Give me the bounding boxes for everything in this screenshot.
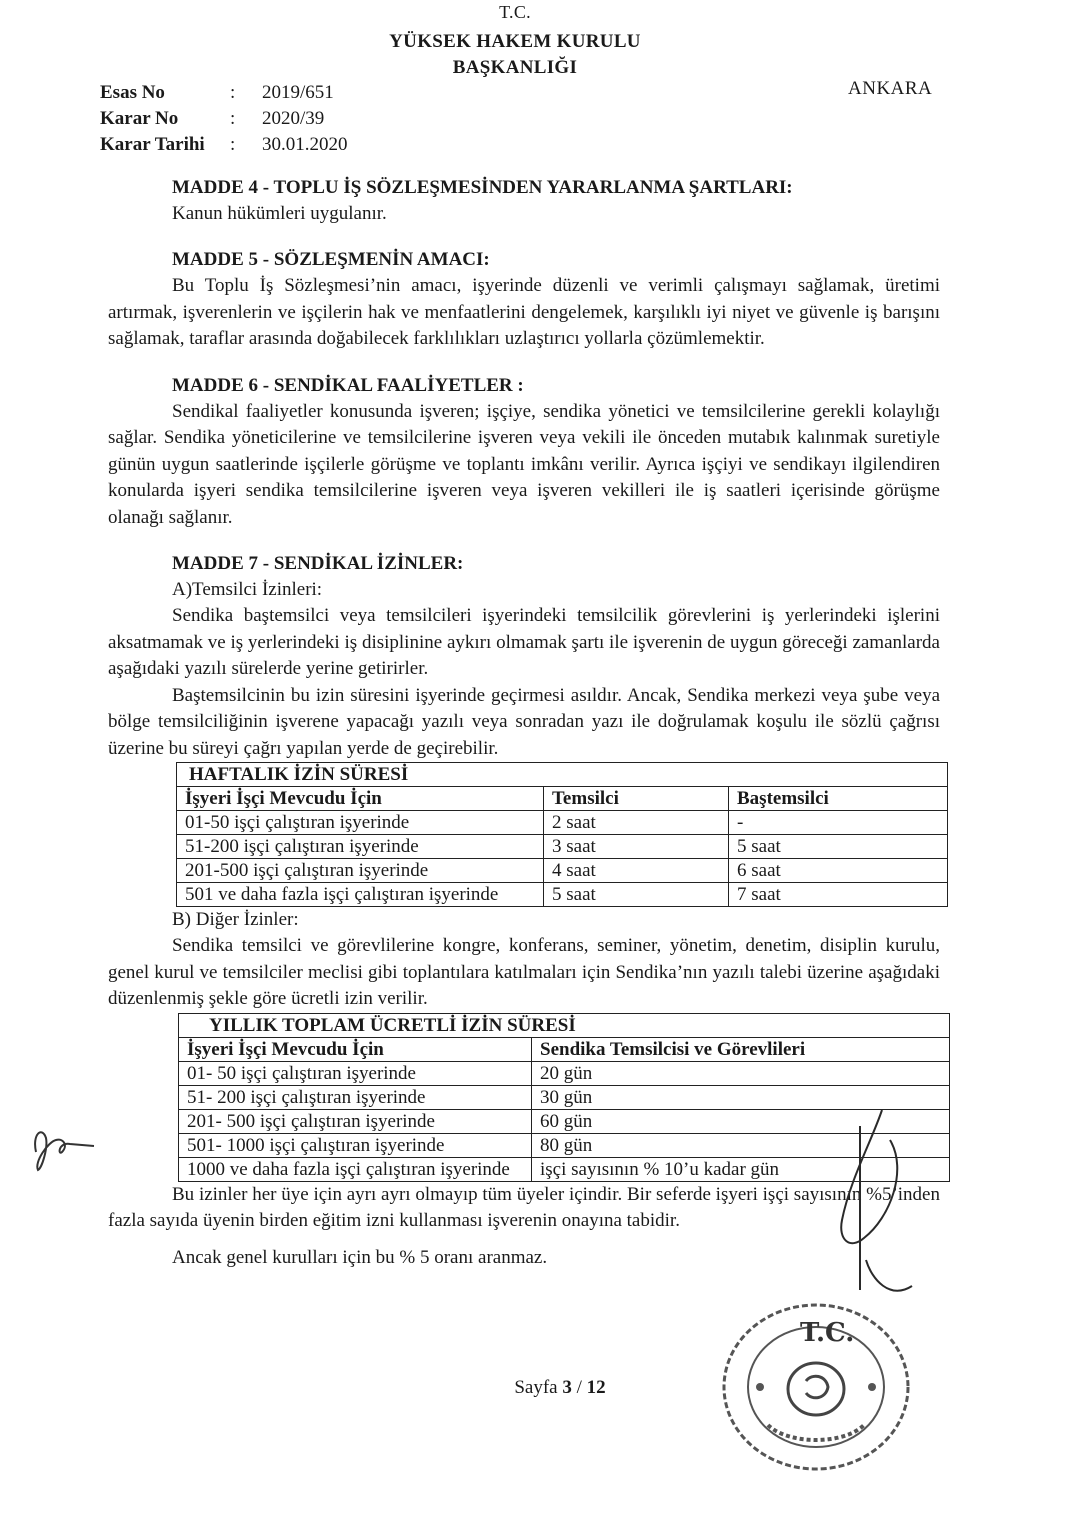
signature-stroke [820, 1100, 930, 1310]
table-cell: 60 gün [532, 1109, 950, 1133]
madde7-heading: MADDE 7 - SENDİKAL İZİNLER: [172, 553, 464, 574]
madde7-para2: Baştemsilcinin bu izin süresini işyerinde geçirmesi asıldır. Ancak, Sendika merkezi veya şube veya bölge temsilciliğinin işverene yapacağı yazılı veya sonradan yazı ile doğrulamak koşulu ile sözlü çağrısı üzerine bu süreyi çağrı yapılan yerde de geçirebilir. [108, 684, 940, 759]
table-cell: 01- 50 işçi çalıştıran işyerinde [179, 1061, 532, 1085]
table-cell: 30 gün [532, 1085, 950, 1109]
official-seal [708, 1295, 918, 1485]
seal-text: T.C. [800, 1318, 855, 1348]
table-cell: 201-500 işçi çalıştıran işyerinde [177, 859, 544, 883]
header-tc: T.C. [499, 2, 531, 22]
table-cell: 51- 200 işçi çalıştıran işyerinde [179, 1085, 532, 1109]
institution-department: BAŞKANLIĞI [452, 57, 578, 78]
table-cell: 20 gün [532, 1061, 950, 1085]
table-row [177, 883, 948, 907]
table-row [179, 1061, 950, 1085]
table-cell: 3 saat [544, 835, 729, 859]
table-row [177, 811, 948, 835]
table-cell: işçi sayısının % 10’u kadar gün [532, 1157, 950, 1181]
table-header-row [177, 787, 948, 811]
meta-value: 2019/651 [262, 82, 334, 103]
table-cell: 5 saat [544, 883, 729, 907]
table-header-row [179, 1037, 950, 1061]
page-separator: / [571, 1377, 587, 1398]
table-cell: 501 ve daha fazla işçi çalıştıran işyerinde [177, 883, 544, 907]
madde7-sub-b: B) Diğer İzinler: [172, 909, 299, 930]
madde4-heading: MADDE 4 - TOPLU İŞ SÖZLEŞMESİNDEN YARARLANMA ŞARTLARI: [172, 177, 793, 198]
table-header-cell: İşyeri İşçi Mevcudu İçin [179, 1037, 532, 1061]
case-meta [100, 80, 348, 158]
table-cell: 01-50 işçi çalıştıran işyerinde [177, 811, 544, 835]
city-label: ANKARA [848, 78, 933, 99]
meta-value: 30.01.2020 [262, 134, 348, 155]
madde5-text: Bu Toplu İş Sözleşmesi’nin amacı, işyerinde düzenli ve verimli çalışmayı sağlamak, üretimi artırmak, işverenlerin ve işçilerin hak ve menfaatlerini dengelemek, karşılıklı iyi niyet ve güvenle iş barışını sağlamak, taraflar arasında doğabilecek farklılıkları uzlaştırıcı yollarla çözümlemektir. [108, 275, 940, 349]
madde6-heading: MADDE 6 - SENDİKAL FAALİYETLER : [172, 374, 524, 396]
page-prefix: Sayfa [514, 1377, 563, 1398]
table-header-cell: Sendika Temsilcisi ve Görevlileri [532, 1037, 950, 1061]
meta-value: 2020/39 [262, 108, 325, 129]
meta-row-tarih: Karar Tarihi : 30.01.2020 [100, 132, 348, 158]
table-cell: 7 saat [729, 883, 948, 907]
table-row [177, 835, 948, 859]
meta-row-esas: Esas No : 2019/651 [100, 80, 348, 106]
page-number [0, 1377, 1080, 1399]
institution-name: YÜKSEK HAKEM KURULU [389, 31, 641, 52]
table-cell: 51-200 işçi çalıştıran işyerinde [177, 835, 544, 859]
madde4-text: Kanun hükümleri uygulanır. [172, 203, 387, 224]
table-cell: 4 saat [544, 859, 729, 883]
meta-label: Karar Tarihi [100, 134, 205, 155]
table-cell: 501- 1000 işçi çalıştıran işyerinde [179, 1133, 532, 1157]
madde7-para4: Bu izinler her üye için ayrı ayrı olmayıp tüm üyeler içindir. Bir seferde işyeri işçi sayısının %5’inden fazla sayıda üyenin birden eğitim izni kullanması işverenin onayına tabidir. [108, 1183, 940, 1231]
table-title: HAFTALIK İZİN SÜRESİ [177, 763, 948, 787]
madde5-heading: MADDE 5 - SÖZLEŞMENİN AMACI: [172, 249, 490, 270]
margin-initials-signature [28, 1112, 98, 1182]
meta-label: Esas No [100, 82, 165, 103]
table-cell: 80 gün [532, 1133, 950, 1157]
table-cell: - [729, 811, 948, 835]
table-row [177, 859, 948, 883]
page-total: 12 [586, 1377, 606, 1398]
table-cell: 201- 500 işçi çalıştıran işyerinde [179, 1109, 532, 1133]
document-body [108, 175, 940, 1271]
table-cell: 5 saat [729, 835, 948, 859]
madde7-para3: Sendika temsilci ve görevlilerine kongre, konferans, seminer, yönetim, denetim, disiplin kurulu, genel kurul ve temsilciler meclisi gibi toplantılara katılmaları için Sendika’nın yazılı talebi üzerine aşağıdaki düzenlenmiş şekle göre ücretli izin verilir. [108, 935, 940, 1009]
table-cell: 2 saat [544, 811, 729, 835]
madde6-text: Sendikal faaliyetler konusunda işveren; işçiye, sendika yönetici ve temsilcilerine gerekli kolaylığı sağlar. Sendika yöneticilerine ve temsilcilerine işveren veya vekili ile önceden mutabık kalınmak suretiyle günün uygun saatlerinde işçilerle görüşme ve toplantı imkânı verilir. Ayrıca işçiyi ve sendikayı ilgilendiren konularda işyeri sendika temsilcilerine işveren veya işveren vekilleri ile iş saatleri içerisinde görüşme olanağı sağlanır. [108, 400, 940, 528]
page-current: 3 [562, 1377, 572, 1398]
madde7-sub-a: A)Temsilci İzinleri: [172, 579, 323, 600]
madde7-para1: Sendika baştemsilci veya temsilcileri işyerindeki temsilcilik görevlerini iş yerlerindeki işlerini aksatmamak ve iş yerlerindeki iş disiplinine aykırı olmamak şartı ile işverenin de uygun göreceği zamanlarda aşağıdaki yazılı sürelerde yerine getirirler. [108, 605, 940, 679]
weekly-leave-table [176, 762, 948, 907]
meta-label: Karar No [100, 108, 179, 129]
table-header-cell: Temsilci [544, 787, 729, 811]
madde7-para5: Ancak genel kurulları için bu % 5 oranı aranmaz. [172, 1246, 548, 1268]
table-header-cell: Baştemsilci [729, 787, 948, 811]
table-header-cell: İşyeri İşçi Mevcudu İçin [177, 787, 544, 811]
table-cell: 1000 ve daha fazla işçi çalıştıran işyerinde [179, 1157, 532, 1181]
table-cell: 6 saat [729, 859, 948, 883]
table-title: YILLIK TOPLAM ÜCRETLİ İZİN SÜRESİ [179, 1013, 950, 1037]
meta-row-karar: Karar No : 2020/39 [100, 106, 348, 132]
